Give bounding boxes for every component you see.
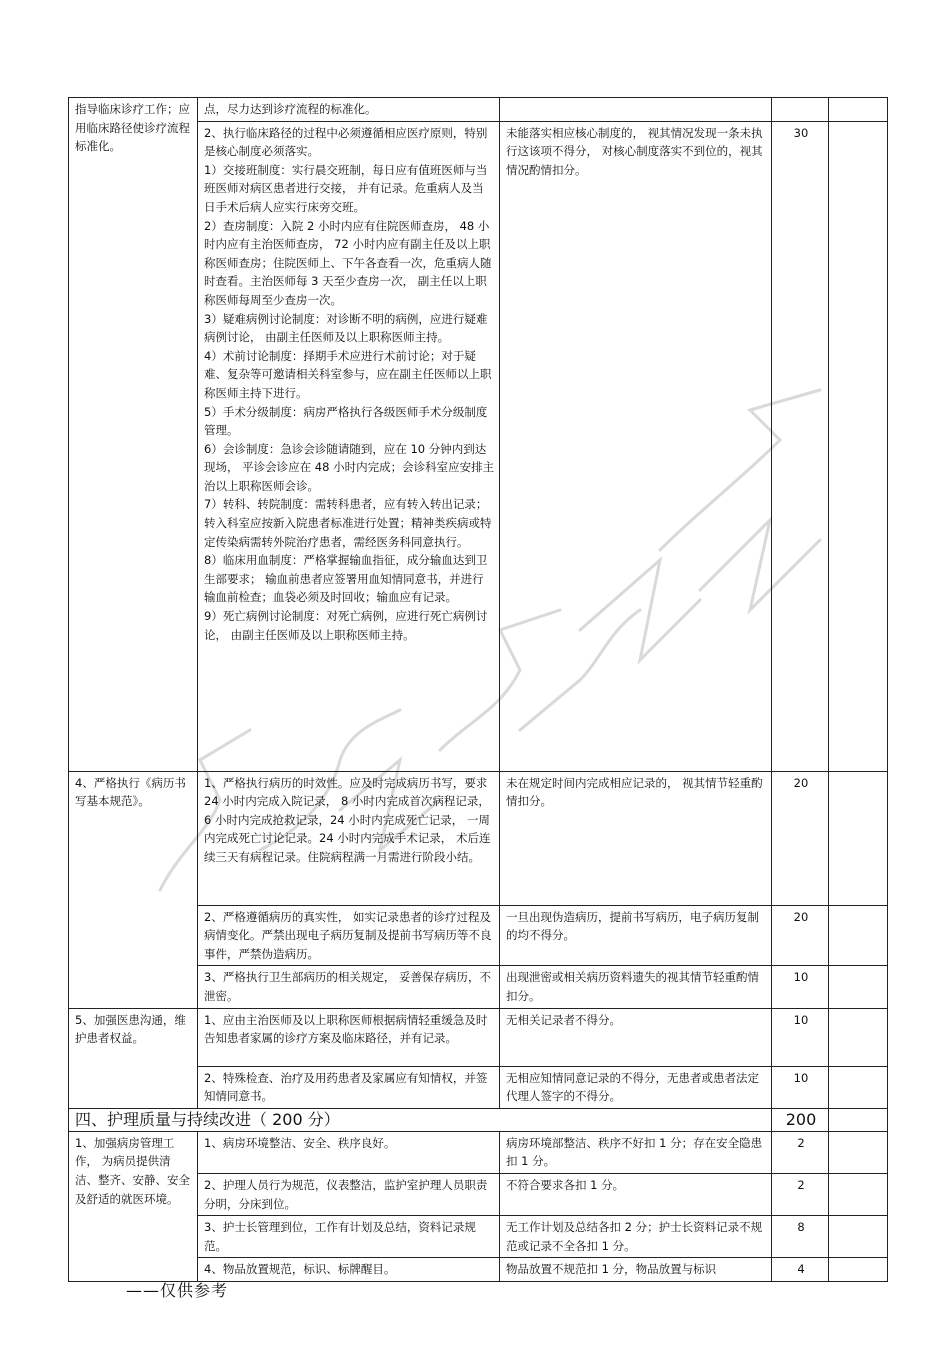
deduction-cell [829,1008,888,1066]
section-header-row [69,1108,888,1131]
requirement-cell: 1、严格执行病历的时效性。应及时完成病历书写，要求 24 小时内完成入院记录， 8 小时内完成首次病程记录， 6 小时内完成抢救记录，24 小时内完成死亡记录， 一周内完成死亡讨论记录。24 小时内完成手术记录， 术后连续三天有病程记录。住院病程满一月需进行阶段小结。 [198,771,500,905]
table-row [69,1008,888,1066]
requirement-cell: 3、护士长管理到位，工作有计划及总结，资料记录规范。 [198,1216,500,1258]
score-cell: 10 [772,966,829,1008]
item-cell: 4、严格执行《病历书写基本规范》。 [69,771,198,1008]
section-title: 四、护理质量与持续改进（ 200 分） [69,1108,772,1131]
rule-cell: 无相关记录者不得分。 [500,1008,772,1066]
score-cell: 10 [772,1066,829,1108]
deduction-cell [829,1131,888,1173]
deduction-cell [829,1108,888,1131]
deduction-cell [829,1258,888,1282]
deduction-cell [829,1066,888,1108]
item-cell: 1、加强病房管理工作， 为病员提供清洁、整齐、安静、安全及舒适的就医环境。 [69,1131,198,1282]
requirement-cell: 2、护理人员行为规范，仪表整洁，监护室护理人员职责分明，分床到位。 [198,1173,500,1215]
deduction-cell [829,1216,888,1258]
requirement-cell: 点，尽力达到诊疗流程的标准化。 [198,98,500,122]
score-cell [772,98,829,122]
requirement-cell: 3、严格执行卫生部病历的相关规定， 妥善保存病历，不泄密。 [198,966,500,1008]
rule-cell [500,98,772,122]
score-cell: 2 [772,1131,829,1173]
table-row [69,1131,888,1173]
rule-cell: 无工作计划及总结各扣 2 分；护士长资料记录不规范或记录不全各扣 1 分。 [500,1216,772,1258]
requirement-cell: 2、特殊检查、治疗及用药患者及家属应有知情权，并签知情同意书。 [198,1066,500,1108]
deduction-cell [829,905,888,966]
rule-cell: 未能落实相应核心制度的， 视其情况发现一条未执行这该项不得分， 对核心制度落实不到位的，视其情况酌情扣分。 [500,121,772,771]
deduction-cell [829,1173,888,1215]
rule-cell: 一旦出现伪造病历，提前书写病历，电子病历复制的均不得分。 [500,905,772,966]
section-score: 200 [772,1108,829,1131]
deduction-cell [829,771,888,905]
deduction-cell [829,98,888,122]
requirement-cell: 2、严格遵循病历的真实性， 如实记录患者的诊疗过程及病情变化。严禁出现电子病历复制及提前书写病历等不良事件，严禁伪造病历。 [198,905,500,966]
score-cell: 20 [772,905,829,966]
deduction-cell [829,121,888,771]
rule-cell: 出现泄密或相关病历资料遗失的视其情节轻重酌情扣分。 [500,966,772,1008]
deduction-cell [829,966,888,1008]
rule-cell: 未在规定时间内完成相应记录的， 视其情节轻重酌情扣分。 [500,771,772,905]
score-cell: 8 [772,1216,829,1258]
requirement-cell: 1、应由主治医师及以上职称医师根据病情轻重缓急及时告知患者家属的诊疗方案及临床路径，并有记录。 [198,1008,500,1066]
requirement-cell: 1、病房环境整洁、安全、秩序良好。 [198,1131,500,1173]
score-cell: 2 [772,1173,829,1215]
table-row [69,771,888,905]
score-cell: 30 [772,121,829,771]
footer-note: ——仅供参考 [126,1281,229,1300]
item-cell: 指导临床诊疗工作；应用临床路径使诊疗流程标准化。 [69,98,198,772]
score-cell: 10 [772,1008,829,1066]
requirement-cell: 4、物品放置规范，标识、标牌醒目。 [198,1258,500,1282]
rule-cell: 无相应知情同意记录的不得分，无患者或患者法定代理人签字的不得分。 [500,1066,772,1108]
rule-cell: 病房环境部整洁、秩序不好扣 1 分；存在安全隐患扣 1 分。 [500,1131,772,1173]
requirement-cell: 2、执行临床路径的过程中必须遵循相应医疗原则，特别是核心制度必须落实。 1）交接班制度：实行晨交班制，每日应有值班医师与当班医师对病区患者进行交接， 并有记录。危重病人及当日手术后病人应实行床旁交班。 2）查房制度：入院 2 小时内应有住院医师查房， 48 小时内应有主治医师查房， 72 小时内应有副主任及以上职称医师查房；住院医师上、下午各查看一次，危重病人随时查看。主治医师每 3 天至少查房一次， 副主任以上职称医师每周至少查房一次。 3）疑难病例讨论制度：对诊断不明的病例，应进行疑难病例讨论， 由副主任医师及以上职称医师主持。 4）术前讨论制度：择期手术应进行术前讨论；对于疑难、复杂等可邀请相关科室参与，应在副主任医师以上职称医师主持下进行。 5）手术分级制度：病房严格执行各级医师手术分级制度管理。 6）会诊制度：急诊会诊随请随到，应在 10 分钟内到达现场， 平诊会诊应在 48 小时内完成；会诊科室应安排主治以上职称医师会诊。 7）转科、转院制度：需转科患者，应有转入转出记录； 转入科室应按新入院患者标准进行处置；精神类疾病或特定传染病需转外院治疗患者，需经医务科同意执行。 8）临床用血制度：严格掌握输血指征，成分输血达到卫生部要求； 输血前患者应签署用血知情同意书，并进行输血前检查；血袋必须及时回收；输血应有记录。 9）死亡病例讨论制度：对死亡病例，应进行死亡病例讨论， 由副主任医师及以上职称医师主持。 [198,121,500,771]
rule-cell: 物品放置不规范扣 1 分，物品放置与标识 [500,1258,772,1282]
score-cell: 4 [772,1258,829,1282]
item-cell: 5、加强医患沟通，维护患者权益。 [69,1008,198,1108]
evaluation-table [68,97,888,1282]
rule-cell: 不符合要求各扣 1 分。 [500,1173,772,1215]
table-row [69,98,888,122]
score-cell: 20 [772,771,829,905]
